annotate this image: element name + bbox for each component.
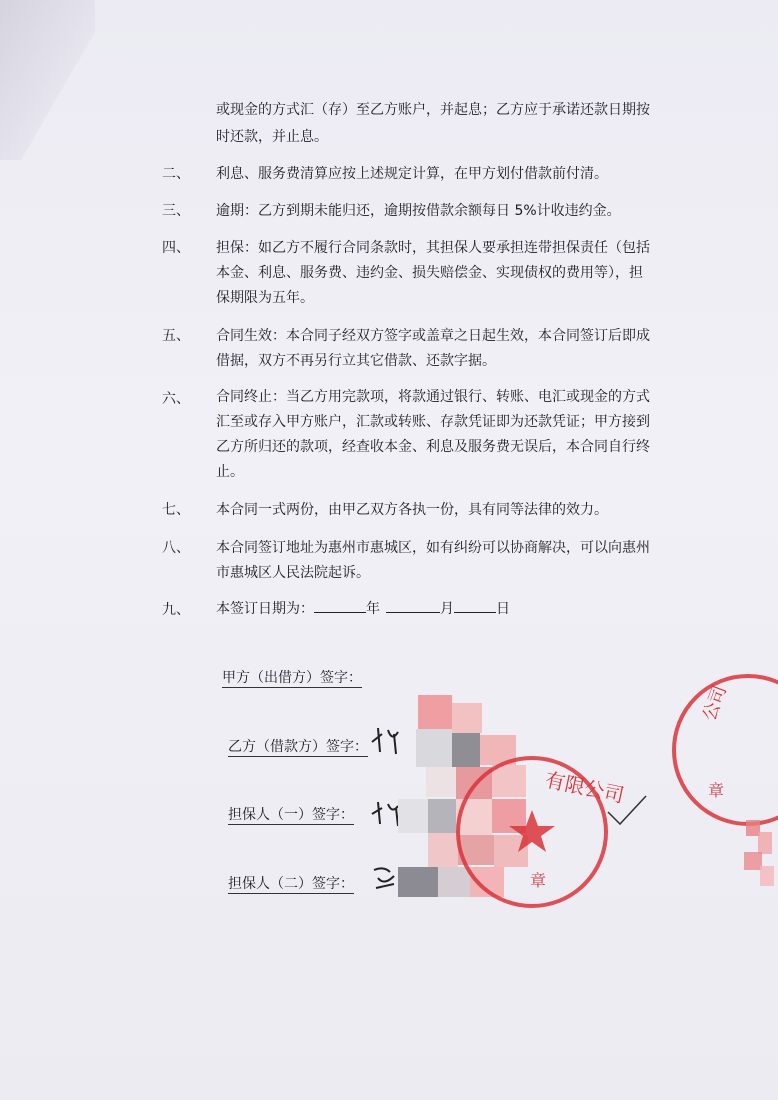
clause-3-line-1: 逾期：乙方到期未能归还，逾期按借款余额每日 5%计收违约金。 (216, 203, 621, 219)
clause-6-line-1: 合同终止：当乙方用完款项，将款通过银行、转账、电汇或现金的方式 (216, 389, 650, 405)
borrower-signature-label: 乙方（借款方）签字： (228, 739, 368, 755)
clause-6-number: 六、 (162, 391, 190, 407)
clause-3-number: 三、 (162, 203, 190, 219)
clause-7-number: 七、 (162, 502, 190, 518)
clause-4-number: 四、 (162, 240, 190, 256)
clause-2-number: 二、 (162, 166, 190, 182)
seal-bottom-text: 章 (530, 871, 547, 890)
clause-8-line-2: 市惠城区人民法院起诉。 (216, 565, 370, 581)
clause-5-line-1: 合同生效：本合同子经双方签字或盖章之日起生效，本合同签订后即成 (216, 328, 650, 344)
clause-8-line-1: 本合同签订地址为惠州市惠城区，如有纠纷可以协商解决，可以向惠州 (216, 540, 650, 556)
right-seal-text: 公司 (698, 682, 732, 724)
lender-signature-label: 甲方（出借方）签字： (222, 670, 362, 686)
folded-corner (0, 0, 95, 160)
guarantor2-signature-label: 担保人（二）签字： (228, 876, 354, 892)
clause-1-line-2: 时还款，并止息。 (216, 129, 328, 145)
edge-seal-fragment (740, 816, 778, 892)
date-prefix: 本签订日期为： (216, 601, 314, 617)
clause-7-line-1: 本合同一式两份，由甲乙双方各执一份，具有同等法律的效力。 (216, 502, 608, 518)
right-edge-seal (684, 668, 778, 838)
month-label: 月 (440, 601, 454, 617)
clause-2-line-1: 利息、服务费清算应按上述规定计算，在甲方划付借款前付清。 (216, 166, 608, 182)
company-seal (452, 752, 627, 912)
clause-8-number: 八、 (162, 540, 190, 556)
clause-6-line-2: 汇至或存入甲方账户，汇款或转账、存款凭证即为还款凭证；甲方接到 (216, 414, 650, 430)
guarantor1-signature-label: 担保人（一）签字： (228, 807, 354, 823)
date-clause (216, 598, 510, 619)
clause-6-line-3: 乙方所归还的款项，经查收本金、利息及服务费无误后，本合同自行终 (216, 439, 650, 455)
clause-9-number: 九、 (162, 602, 190, 618)
seal-company-text: 有限公司 (542, 767, 627, 808)
clause-5-line-2: 借据，双方不再另行立其它借款、还款字据。 (216, 353, 496, 369)
clause-1-line-1: 或现金的方式汇（存）至乙方账户，并起息；乙方应于承诺还款日期按 (216, 102, 650, 118)
clause-5-number: 五、 (162, 328, 190, 344)
clause-6-line-4: 止。 (216, 464, 244, 480)
year-label: 年 (366, 601, 380, 617)
right-seal-bottom-text: 章 (708, 781, 725, 800)
day-label: 日 (496, 601, 510, 617)
clause-4-line-3: 保期限为五年。 (216, 290, 314, 306)
year-blank (314, 598, 366, 613)
clause-4-line-1: 担保：如乙方不履行合同条款时，其担保人要承担连带担保责任（包括 (216, 240, 650, 256)
month-blank (386, 598, 440, 613)
guarantor2-handwriting (370, 862, 400, 892)
day-blank (454, 598, 496, 613)
clause-4-line-2: 本金、利息、服务费、违约金、损失赔偿金、实现债权的费用等），担 (216, 265, 643, 281)
